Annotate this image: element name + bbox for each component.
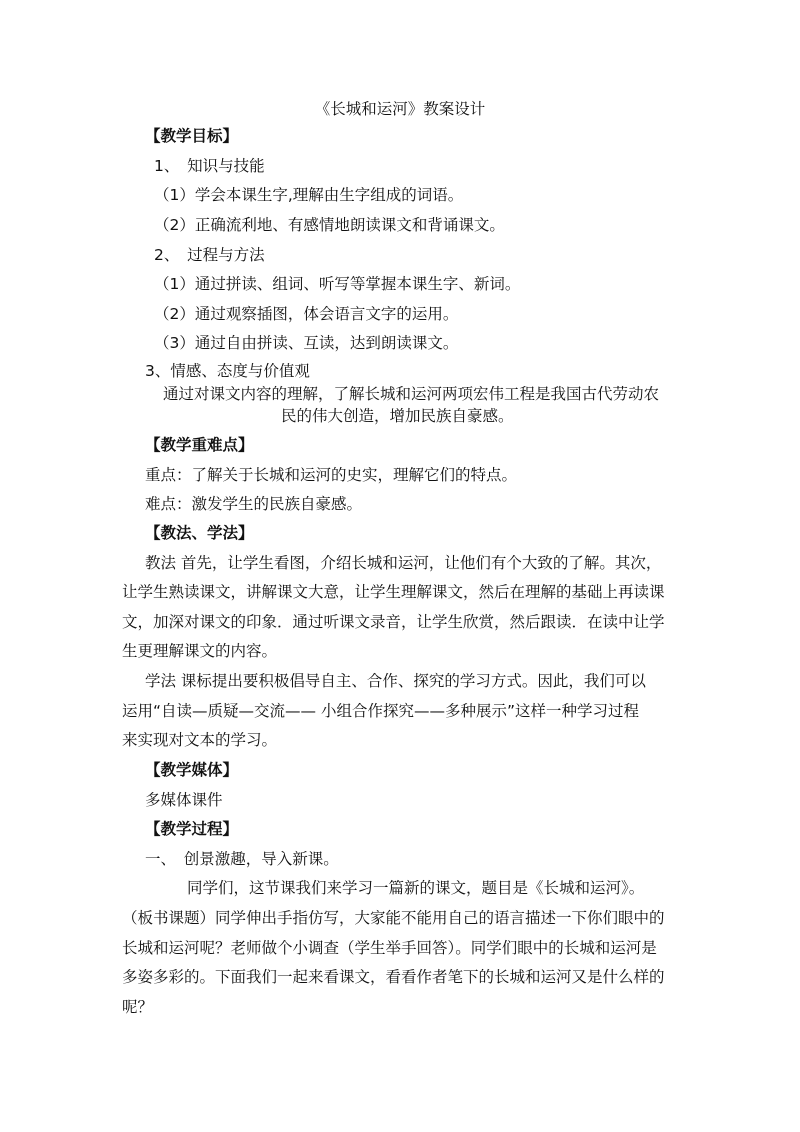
teaching-method-line2: 让学生熟读课文，讲解课文大意，让学生理解课文，然后在理解的基础上再读课 [122, 583, 665, 601]
objective-3-line1: 通过对课文内容的理解，了解长城和运河两项宏伟工程是我国古代劳动农 [163, 385, 660, 403]
objective-2-1: （1）通过拼读、组词、听写等掌握本课生字、新词。 [154, 275, 521, 293]
process-step-1: 一、 创景激趣，导入新课。 [145, 850, 339, 868]
objective-3-line2: 民的伟大创造，增加民族自豪感。 [281, 407, 514, 425]
heading-teaching-objectives: 【教学目标】 [145, 127, 239, 145]
key-point: 重点：了解关于长城和运河的史实，理解它们的特点。 [145, 466, 518, 484]
teaching-method-line4: 生更理解课文的内容。 [122, 642, 278, 660]
objective-1-2: （2）正确流利地、有感情地朗读课文和背诵课文。 [154, 216, 505, 234]
heading-key-points: 【教学重难点】 [145, 436, 254, 454]
learning-method-line1: 学法 课标提出要积极倡导自主、合作、探究的学习方式。因此，我们可以 [145, 672, 646, 690]
objective-2-3: （3）通过自由拼读、互读，达到朗读课文。 [154, 334, 459, 352]
heading-teaching-media: 【教学媒体】 [145, 761, 239, 779]
teaching-method-line3: 文，加深对课文的印象．通过听课文录音，让学生欣赏，然后跟读．在读中让学 [122, 613, 665, 631]
learning-method-line3: 来实现对文本的学习。 [122, 731, 278, 749]
document-title: 《长城和运河》教案设计 [314, 100, 486, 118]
process-paragraph-line5: 呢？ [122, 998, 154, 1016]
teaching-method-line1: 教法 首先，让学生看图，介绍长城和运河，让他们有个大致的了解。其次， [145, 554, 662, 572]
objective-3-heading: 3、情感、态度与价值观 [145, 362, 310, 380]
learning-method-line2: 运用“自读—质疑—交流—— 小组合作探究——多种展示”这样一种学习过程 [122, 702, 639, 720]
objective-1-heading: 1、 知识与技能 [154, 157, 265, 175]
process-paragraph-line3: 长城和运河呢？老师做个小调查（学生举手回答）。同学们眼中的长城和运河是 [122, 939, 657, 957]
difficult-point: 难点：激发学生的民族自豪感。 [145, 495, 363, 513]
process-paragraph-line4: 多姿多彩的。下面我们一起来看课文，看看作者笔下的长城和运河又是什么样的 [122, 968, 665, 986]
objective-2-2: （2）通过观察插图，体会语言文字的运用。 [154, 305, 459, 323]
process-paragraph-line1: 同学们，这节课我们来学习一篇新的课文，题目是《长城和运河》。 [187, 879, 645, 897]
objective-2-heading: 2、 过程与方法 [154, 246, 265, 264]
teaching-media-text: 多媒体课件 [145, 791, 223, 809]
objective-1-1: （1）学会本课生字,理解由生字组成的词语。 [154, 186, 464, 204]
process-paragraph-line2: （板书课题）同学伸出手指仿写，大家能不能用自己的语言描述一下你们眼中的 [122, 909, 665, 927]
heading-teaching-process: 【教学过程】 [145, 820, 239, 838]
heading-teaching-methods: 【教法、学法】 [145, 524, 254, 542]
